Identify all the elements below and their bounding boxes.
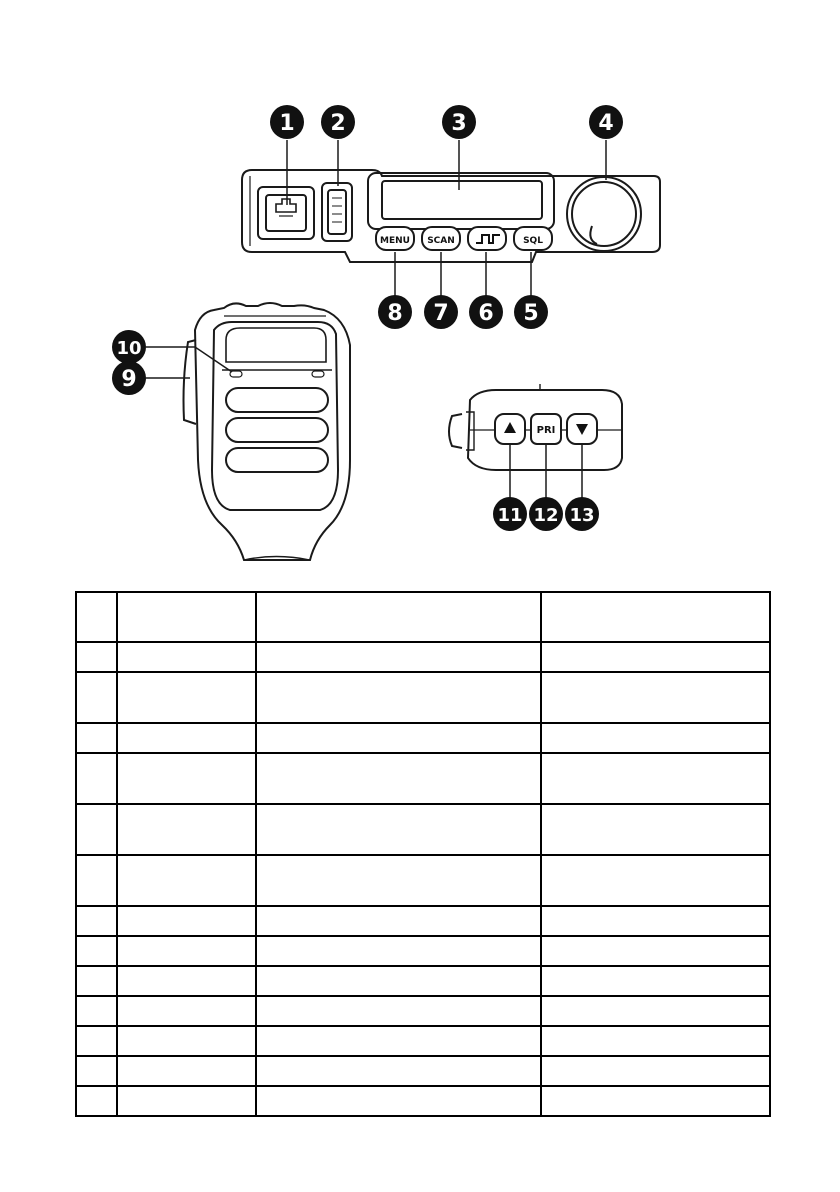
table-cell	[76, 1026, 117, 1056]
table-cell	[541, 966, 770, 996]
svg-text:4: 4	[598, 111, 614, 136]
table-cell	[541, 1086, 770, 1116]
callout-13	[565, 497, 599, 531]
radio-diagram	[0, 0, 840, 590]
table-cell	[256, 753, 541, 804]
table-cell	[117, 966, 256, 996]
table-cell	[541, 642, 770, 672]
table-cell	[256, 855, 541, 906]
table-cell	[256, 936, 541, 966]
table-cell	[256, 592, 541, 642]
table-cell	[541, 1026, 770, 1056]
table-cell	[256, 672, 541, 723]
svg-text:8: 8	[387, 301, 403, 326]
scan-key-label: SCAN	[427, 236, 455, 246]
table-cell	[76, 996, 117, 1026]
power-key[interactable]	[468, 227, 506, 250]
table-cell	[541, 855, 770, 906]
table-row	[76, 966, 770, 996]
table-cell	[117, 1086, 256, 1116]
svg-text:12: 12	[533, 505, 559, 526]
table-cell	[117, 855, 256, 906]
table-row	[76, 855, 770, 906]
svg-text:2: 2	[330, 111, 346, 136]
table-cell	[117, 642, 256, 672]
table-row	[76, 672, 770, 723]
svg-text:1: 1	[279, 111, 295, 136]
svg-text:9: 9	[121, 367, 137, 392]
table-cell	[117, 1026, 256, 1056]
table-row	[76, 1056, 770, 1086]
callout-5	[514, 295, 548, 329]
callout-9	[112, 361, 146, 395]
microphone-body	[184, 303, 351, 560]
ptt-side-button	[184, 340, 197, 424]
callout-11	[493, 497, 527, 531]
lcd-display	[368, 173, 554, 229]
volume-knob	[567, 177, 641, 251]
mic-jack	[258, 187, 314, 239]
svg-text:3: 3	[451, 111, 467, 136]
table-cell	[541, 592, 770, 642]
table-cell	[76, 906, 117, 936]
table-row	[76, 1086, 770, 1116]
svg-text:5: 5	[523, 301, 539, 326]
table-row	[76, 804, 770, 855]
table-cell	[256, 1086, 541, 1116]
table-cell	[76, 936, 117, 966]
table-cell	[76, 753, 117, 804]
table-cell	[117, 804, 256, 855]
table-cell	[117, 936, 256, 966]
table-cell	[541, 672, 770, 723]
table-row	[76, 723, 770, 753]
sql-key-label: SQL	[523, 236, 543, 246]
menu-key-label: MENU	[380, 236, 410, 246]
table-row	[76, 642, 770, 672]
svg-text:10: 10	[116, 338, 142, 359]
table-cell	[256, 966, 541, 996]
table-cell	[76, 672, 117, 723]
table-cell	[76, 1056, 117, 1086]
table-cell	[256, 804, 541, 855]
table-cell	[541, 804, 770, 855]
callout-10	[112, 330, 146, 364]
table-cell	[541, 906, 770, 936]
callout-7	[424, 295, 458, 329]
front-panel-keys	[376, 227, 552, 250]
table-cell	[256, 1056, 541, 1086]
table-cell	[256, 1026, 541, 1056]
callout-1	[270, 105, 304, 139]
table-cell	[117, 1056, 256, 1086]
table-cell	[117, 592, 256, 642]
table-cell	[117, 753, 256, 804]
callout-4	[589, 105, 623, 139]
svg-text:13: 13	[569, 505, 595, 526]
callout-2	[321, 105, 355, 139]
table-cell	[76, 966, 117, 996]
callout-6	[469, 295, 503, 329]
table-row	[76, 936, 770, 966]
callout-3	[442, 105, 476, 139]
table-cell	[76, 723, 117, 753]
table-row	[76, 753, 770, 804]
table-cell	[256, 642, 541, 672]
pri-key-label: PRI	[536, 425, 556, 436]
table-cell	[117, 672, 256, 723]
table-cell	[541, 996, 770, 1026]
table-cell	[76, 592, 117, 642]
table-header-row	[76, 592, 770, 642]
table-cell	[76, 642, 117, 672]
table-cell	[117, 906, 256, 936]
table-row	[76, 996, 770, 1026]
table-cell	[256, 906, 541, 936]
table-cell	[541, 1056, 770, 1086]
table-cell	[76, 855, 117, 906]
svg-text:7: 7	[433, 301, 449, 326]
table-cell	[117, 723, 256, 753]
function-table	[75, 591, 771, 1117]
microphone-keys	[495, 414, 597, 444]
table-cell	[541, 753, 770, 804]
callout-12	[529, 497, 563, 531]
table-cell	[76, 804, 117, 855]
table-cell	[76, 1086, 117, 1116]
svg-text:6: 6	[478, 301, 494, 326]
table-cell	[541, 723, 770, 753]
usb-port	[322, 183, 352, 241]
table-cell	[256, 723, 541, 753]
table-cell	[541, 936, 770, 966]
svg-text:11: 11	[497, 505, 523, 526]
table-cell	[117, 996, 256, 1026]
table-cell	[256, 996, 541, 1026]
table-row	[76, 1026, 770, 1056]
callout-8	[378, 295, 412, 329]
table-row	[76, 906, 770, 936]
